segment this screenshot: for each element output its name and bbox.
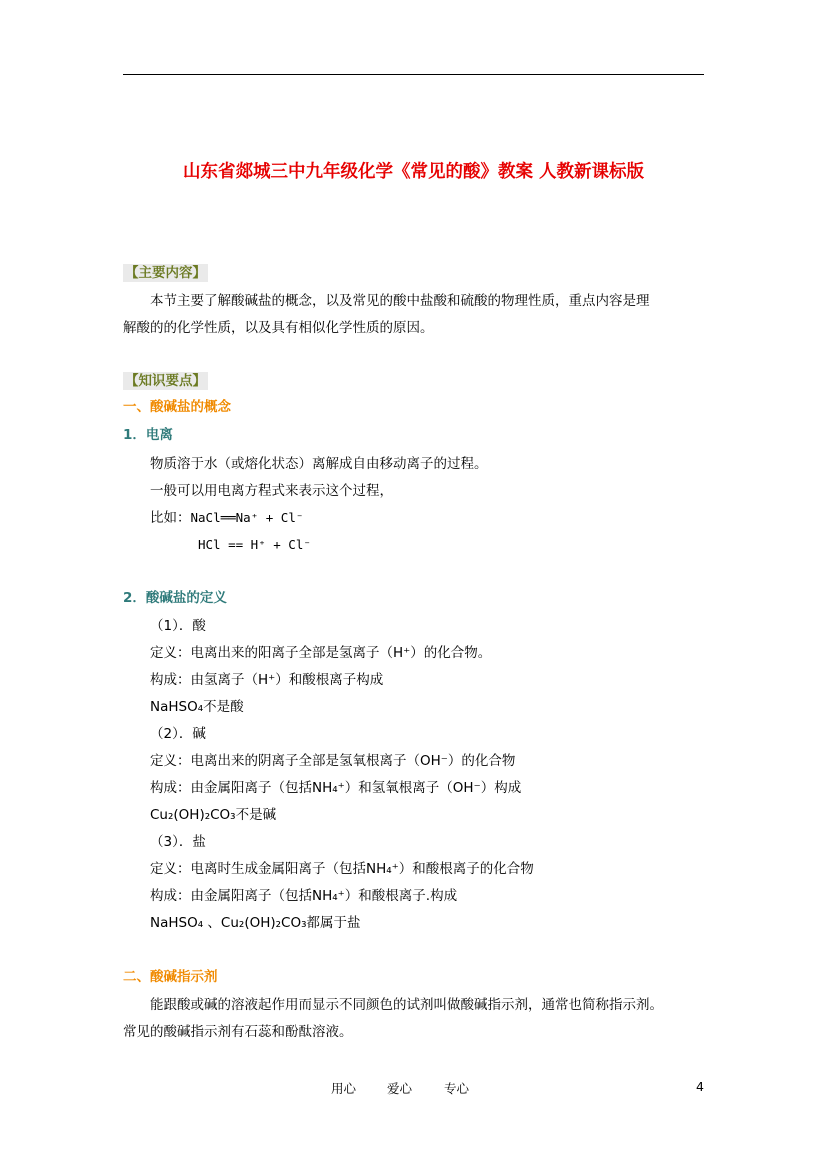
equation-hcl: HCl == H⁺ + Cl⁻: [198, 537, 311, 552]
section-heading-indicators: 二、酸碱指示剂: [123, 969, 218, 985]
acid-composition: 构成：由氢离子（H⁺）和酸根离子构成: [150, 672, 384, 688]
ionization-definition: 物质溶于水（或熔化状态）离解成自由移动离子的过程。: [150, 456, 488, 472]
acid-label: （1）．酸: [150, 618, 206, 634]
footer-motto-3: 专心: [444, 1081, 470, 1096]
main-content-heading: 【主要内容】: [125, 265, 206, 281]
indicator-paragraph-line1: 能跟酸或碱的溶液起作用而显示不同颜色的试剂叫做酸碱指示剂，通常也简称指示剂。: [150, 997, 663, 1013]
acid-definition: 定义：电离出来的阳离子全部是氢离子（H⁺）的化合物。: [150, 645, 492, 661]
base-composition: 构成：由金属阳离子（包括NH₄⁺）和氢氧根离子（OH⁻）构成: [150, 780, 522, 796]
section-heading-acid-base-salt: 一、酸碱盐的概念: [123, 399, 231, 415]
salt-composition: 构成：由金属阳离子（包括NH₄⁺）和酸根离子.构成: [150, 888, 458, 904]
salt-definition: 定义：电离时生成金属阳离子（包括NH₄⁺）和酸根离子的化合物: [150, 861, 534, 877]
main-content-paragraph-line2: 解酸的的化学性质，以及具有相似化学性质的原因。: [123, 320, 434, 336]
main-content-paragraph-line1: 本节主要了解酸碱盐的概念，以及常见的酸中盐酸和硫酸的物理性质，重点内容是理: [150, 293, 650, 309]
ionization-equation-intro: 一般可以用电离方程式来表示这个过程，: [150, 483, 393, 499]
key-points-heading: 【知识要点】: [125, 373, 206, 389]
salt-note: NaHSO₄ 、Cu₂(OH)₂CO₃都属于盐: [150, 915, 361, 931]
footer-motto-2: 爱心: [387, 1081, 413, 1096]
indicator-paragraph-line2: 常见的酸碱指示剂有石蕊和酚酞溶液。: [123, 1024, 353, 1040]
base-label: （2）．碱: [150, 726, 206, 742]
document-title: 山东省郯城三中九年级化学《常见的酸》教案 人教新课标版: [182, 162, 645, 182]
subheading-ionization: 1．电离: [123, 427, 173, 443]
footer-motto-1: 用心: [331, 1081, 357, 1096]
base-definition: 定义：电离出来的阴离子全部是氢氧根离子（OH⁻）的化合物: [150, 753, 516, 769]
salt-label: （3）．盐: [150, 834, 206, 850]
page-number: 4: [696, 1079, 704, 1094]
acid-note: NaHSO₄不是酸: [150, 699, 244, 715]
header-rule: [123, 74, 704, 75]
subheading-definitions: 2．酸碱盐的定义: [123, 590, 227, 606]
equation-nacl: 比如：NaCl══Na⁺ + Cl⁻: [150, 510, 304, 526]
base-note: Cu₂(OH)₂CO₃不是碱: [150, 807, 277, 823]
